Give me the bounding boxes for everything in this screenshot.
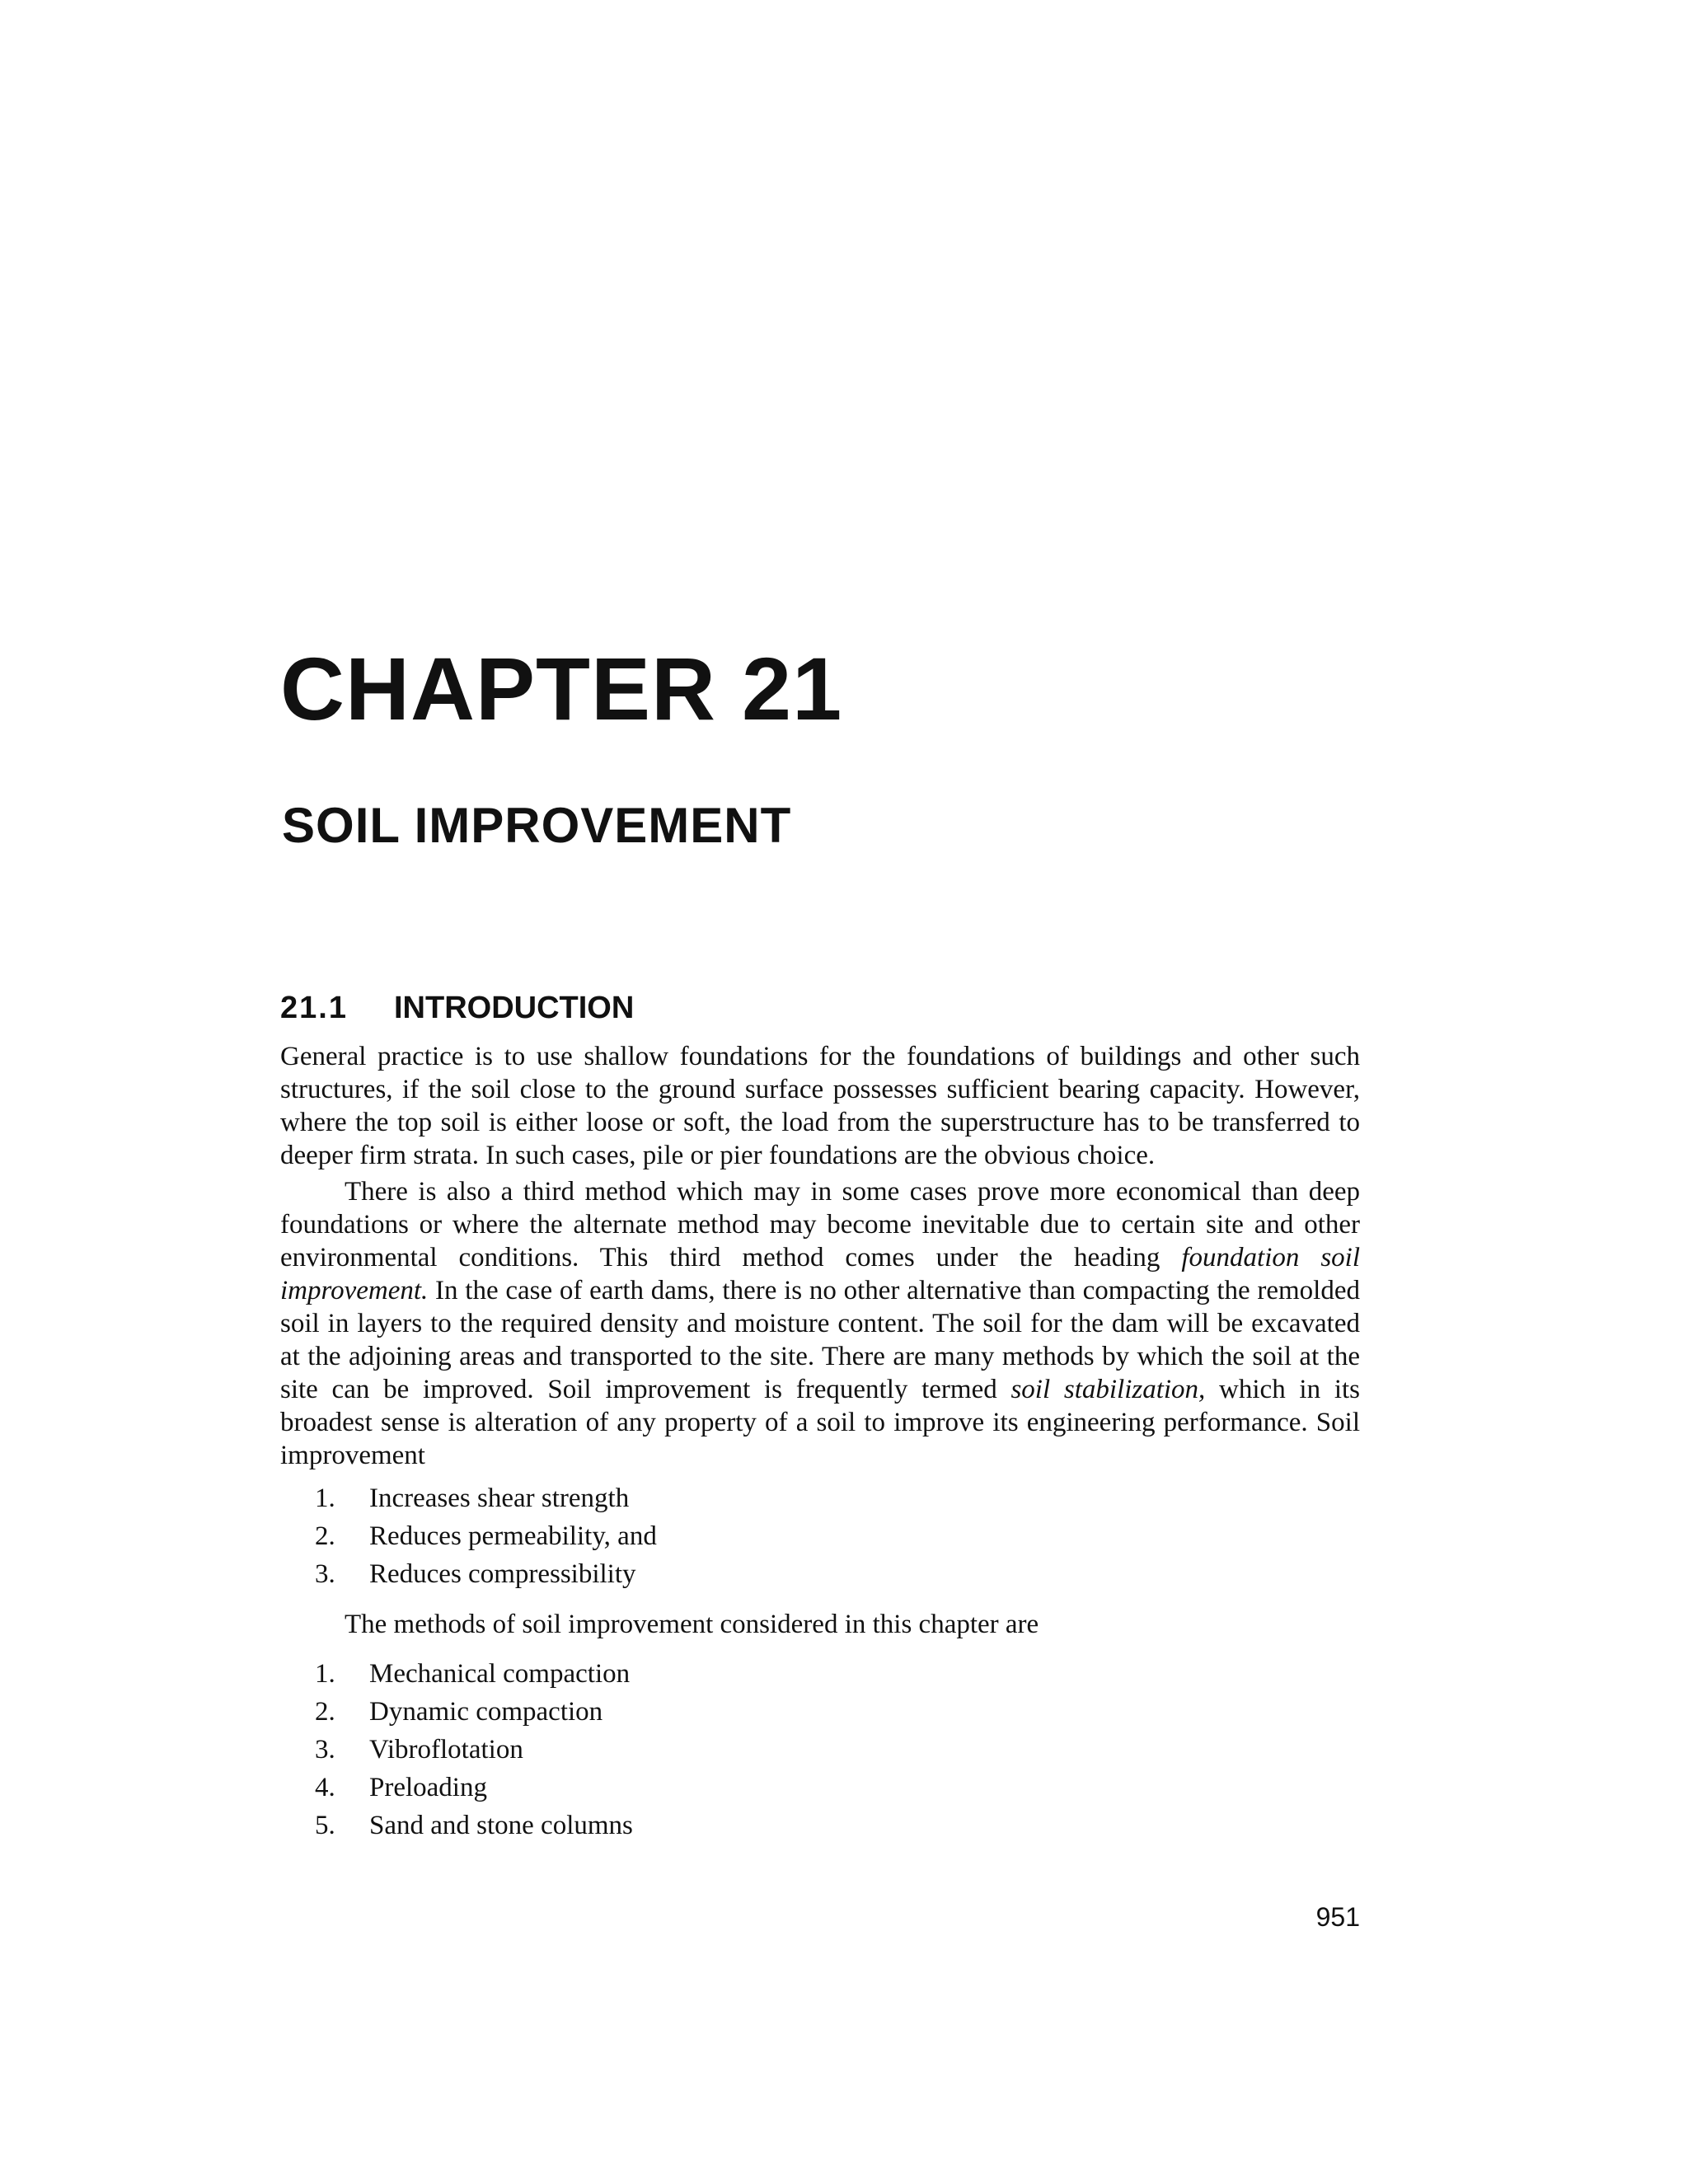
list-text: Reduces permeability, and	[369, 1521, 657, 1551]
list-text: Vibroflotation	[369, 1735, 523, 1765]
list-item	[315, 1655, 633, 1693]
list-text: Increases shear strength	[369, 1483, 630, 1513]
list-number: 5.	[315, 1811, 335, 1840]
list-number: 3.	[315, 1559, 335, 1589]
paragraph-segment: In the case of earth dams, there is no other alternative than compacting the remolded soil in layers to the required density and moisture content. The soil for the dam will be excavated at the adjoining areas and transported to the site. There are many methods by which the soil at the site can be improved. Soil improvement is frequently termed	[280, 1276, 1360, 1404]
list-text: Reduces compressibility	[369, 1559, 636, 1589]
methods-list	[315, 1655, 633, 1844]
chapter-label: CHAPTER 21	[280, 639, 843, 738]
list-number: 2.	[315, 1521, 335, 1551]
intro-paragraph-1	[280, 1040, 1360, 1172]
list-number: 3.	[315, 1735, 335, 1765]
list-item	[315, 1517, 657, 1555]
list-number: 1.	[315, 1659, 335, 1689]
paragraph-segment: which in its broadest sense is alteration of any property of a soil to improve its engineering performance. Soil improvement	[280, 1375, 1360, 1470]
section-number: 21.1	[280, 991, 348, 1025]
list-item	[315, 1693, 633, 1731]
paragraph-text	[280, 1175, 1360, 1472]
italic-term-foundation-soil-improvement: foundation soil improvement.	[280, 1243, 1360, 1305]
list-item	[315, 1769, 633, 1807]
paragraph-segment: There is also a third method which may in some cases prove more economical than deep foundations or where the alternate method may become inevitable due to certain site and other environmental conditions. This third method comes under the heading	[280, 1177, 1360, 1272]
italic-term-soil-stabilization: soil stabilization,	[1010, 1375, 1206, 1404]
chapter-title: SOIL IMPROVEMENT	[282, 798, 792, 853]
list-item	[315, 1731, 633, 1769]
list-item	[315, 1479, 657, 1517]
list-number: 4.	[315, 1773, 335, 1802]
list-text: Mechanical compaction	[369, 1659, 631, 1689]
list-item	[315, 1807, 633, 1844]
list-text: Preloading	[369, 1773, 487, 1802]
list-item	[315, 1555, 657, 1593]
paragraph-text: General practice is to use shallow foundations for the foundations of buildings and other such structures, if the soil close to the ground surface possesses sufficient bearing capacity. However, where the top soil is either loose or soft, the load from the superstructure has to be transferred to deeper firm strata. In such cases, pile or pier foundations are the obvious choice.	[280, 1042, 1360, 1170]
section-heading	[280, 992, 634, 1024]
methods-intro: The methods of soil improvement considered in this chapter are	[345, 1610, 1039, 1639]
page-number: 951	[1315, 1902, 1360, 1932]
section-title: INTRODUCTION	[394, 991, 635, 1025]
intro-paragraph-2	[280, 1175, 1360, 1472]
list-number: 2.	[315, 1697, 335, 1727]
list-number: 1.	[315, 1483, 335, 1513]
improvement-effects-list	[315, 1479, 657, 1593]
list-text: Dynamic compaction	[369, 1697, 603, 1727]
list-text: Sand and stone columns	[369, 1811, 633, 1840]
